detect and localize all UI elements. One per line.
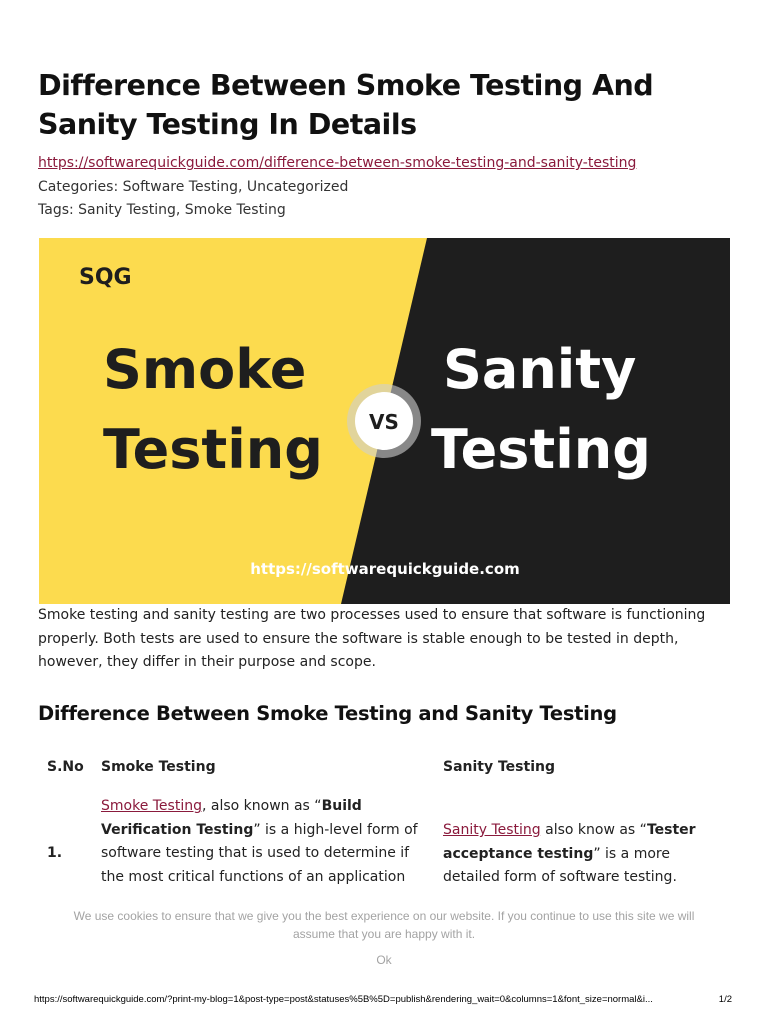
table-row1-sanity-cell	[443, 819, 733, 890]
smoke-testing-link[interactable]: Smoke Testing	[101, 798, 202, 814]
hero-left-line1: Smoke	[103, 338, 307, 401]
article-title-line2: Sanity Testing In Details	[38, 108, 417, 141]
cookie-message: We use cookies to ensure that we give you the best experience on our website. If you continue to use this site we will assume that you are happy with it.	[73, 909, 695, 941]
tags-value[interactable]: Sanity Testing, Smoke Testing	[78, 202, 286, 218]
article-url-link[interactable]: https://softwarequickguide.com/difference-between-smoke-testing-and-sanity-testing	[38, 155, 637, 171]
tags-label: Tags:	[38, 202, 74, 218]
print-page-number: 1/2	[718, 994, 732, 1005]
sanity-text-a: also know as “	[540, 822, 647, 838]
smoke-bold-1: Build	[321, 798, 362, 814]
table-header-sanity: Sanity Testing	[443, 759, 555, 775]
sanity-bold-1: Tester	[646, 822, 696, 838]
article-title-line1: Difference Between Smoke Testing And	[38, 69, 654, 102]
categories-line	[38, 176, 636, 200]
print-footer-url: https://softwarequickguide.com/?print-my-blog=1&post-type=post&statuses%5B%5D=publish&rendering_wait=0&columns=1&font_size=normal&i...	[34, 994, 653, 1005]
hero-right-line2: Testing	[431, 418, 651, 481]
section-heading: Difference Between Smoke Testing and Sanity Testing	[38, 702, 617, 725]
table-header-sno: S.No	[47, 759, 84, 775]
sanity-testing-link[interactable]: Sanity Testing	[443, 822, 541, 838]
table-row1-smoke-cell	[101, 795, 431, 889]
hero-image	[39, 238, 730, 604]
smoke-bold-2: Verification Testing	[101, 821, 254, 838]
smoke-text-d: the most critical functions of an application	[101, 868, 406, 885]
smoke-text-b: ” is a high-level form of	[253, 821, 418, 838]
table-row1-sno: 1.	[47, 845, 63, 861]
smoke-text-a: , also known as “	[201, 798, 322, 814]
table-header-smoke: Smoke Testing	[101, 759, 216, 775]
hero-right-line1: Sanity	[443, 338, 637, 401]
hero-site-url: https://softwarequickguide.com	[250, 560, 520, 578]
hero-vs-label: VS	[369, 410, 399, 434]
cookie-banner	[0, 895, 768, 993]
intro-paragraph: Smoke testing and sanity testing are two processes used to ensure that software is functioning properly. Both tests are used to ensure the software is stable enough to be tested in depth, however, they differ in their purpose and scope.	[38, 607, 706, 670]
hero-brand: SQG	[79, 265, 132, 290]
sanity-bold-2: acceptance testing	[443, 845, 594, 862]
sanity-text-b: ” is a more	[593, 845, 670, 862]
categories-value[interactable]: Software Testing, Uncategorized	[122, 178, 349, 195]
cookie-ok-button[interactable]: Ok	[376, 953, 392, 967]
categories-label: Categories:	[38, 178, 119, 195]
tags-line	[38, 199, 636, 223]
article-title	[38, 66, 718, 144]
hero-left-line2: Testing	[103, 418, 323, 481]
article-meta	[38, 152, 636, 223]
sanity-text-c: detailed form of software testing.	[443, 869, 677, 885]
smoke-text-c: software testing that is used to determine if	[101, 845, 410, 861]
